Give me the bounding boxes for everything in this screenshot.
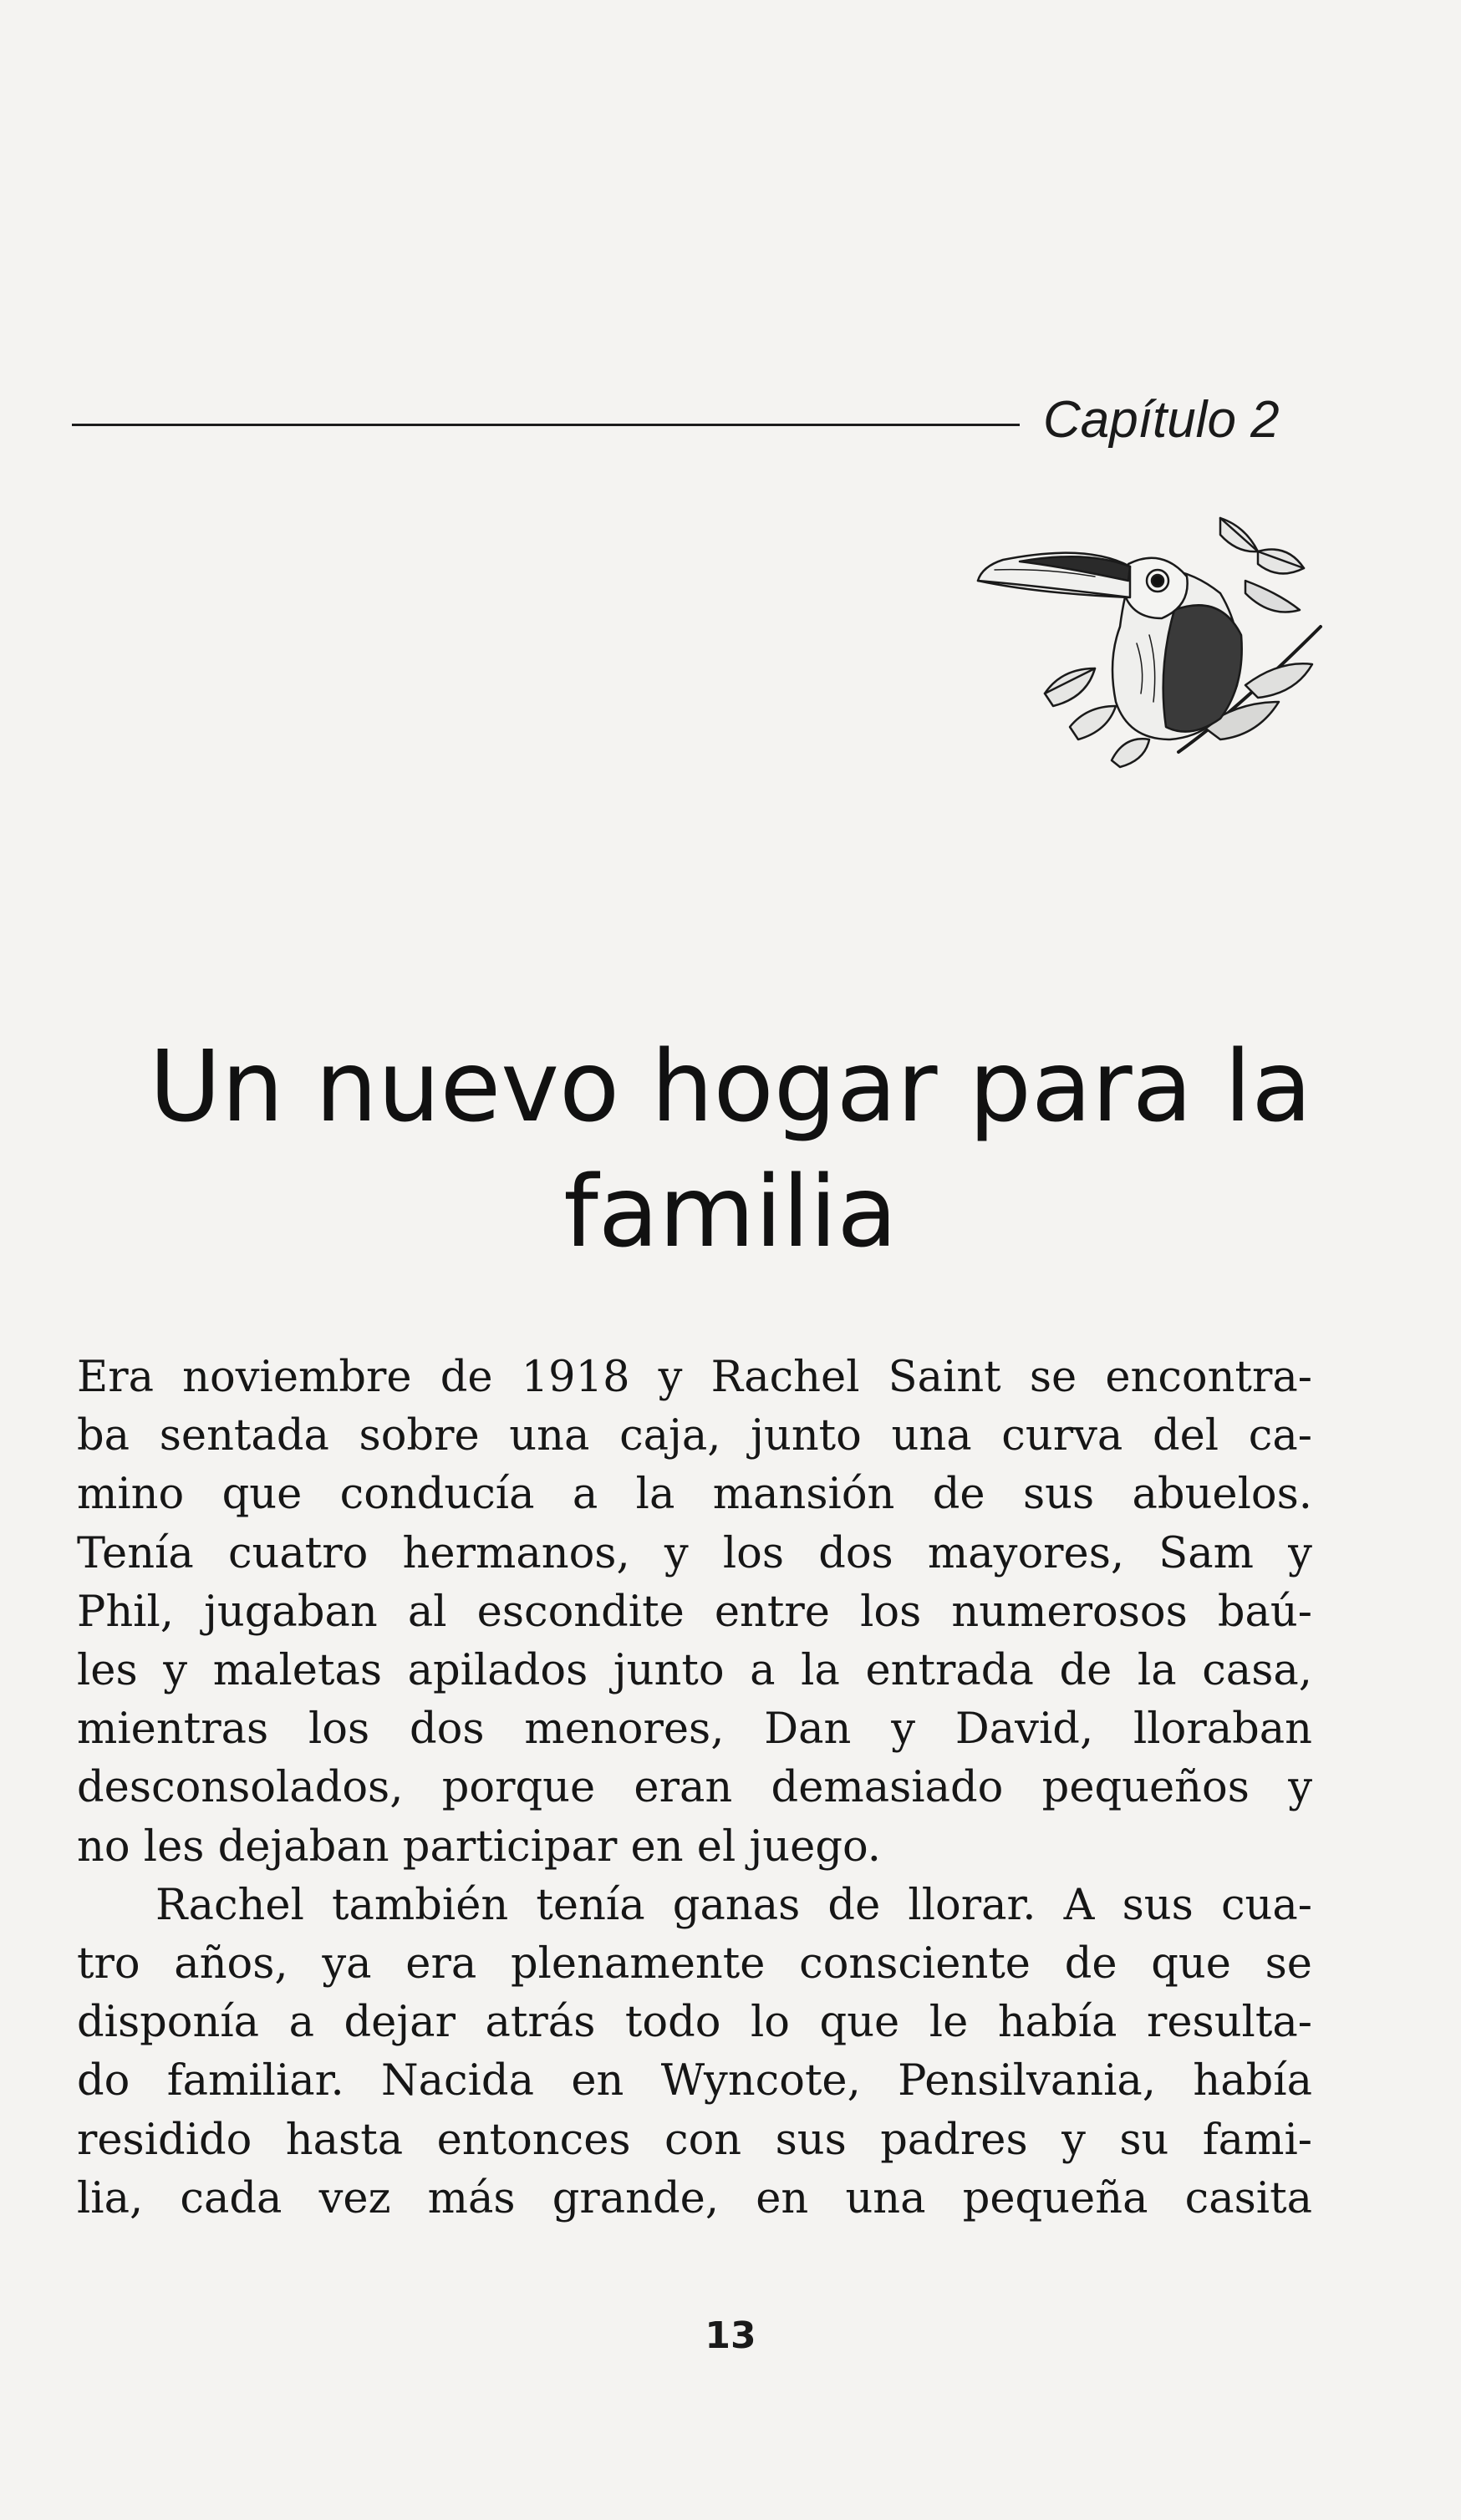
text-line: ba sentada sobre una caja, junto una curva del ca-: [77, 1411, 1312, 1461]
body-text: [77, 1349, 1312, 2228]
text-line: desconsolados, porque eran demasiado pequeños y: [77, 1763, 1312, 1813]
chapter-title: [0, 1024, 1461, 1274]
chapter-label: Capítulo 2: [1043, 391, 1280, 449]
text-line: Era noviembre de 1918 y Rachel Saint se encontra-: [77, 1353, 1312, 1402]
text-line: mientras los dos menores, Dan y David, lloraban: [77, 1705, 1312, 1755]
text-line: Phil, jugaban al escondite entre los numerosos baú-: [77, 1587, 1312, 1637]
text-line: disponía a dejar atrás todo lo que le había resulta-: [77, 1998, 1312, 2048]
chapter-title-line-2: familia: [563, 1154, 898, 1269]
text-line: no les dejaban participar en el juego.: [77, 1821, 882, 1872]
text-line: Tenía cuatro hermanos, y los dos mayores, Sam y: [77, 1528, 1312, 1578]
page-number: 13: [705, 2314, 756, 2357]
text-line: residido hasta entonces con sus padres y su fami-: [77, 2115, 1312, 2165]
chapter-title-line-1: Un nuevo hogar para la: [149, 1029, 1312, 1144]
text-line: do familiar. Nacida en Wyncote, Pensilvania, había: [77, 2056, 1312, 2106]
text-line: Rachel también tenía ganas de llorar. A sus cua-: [155, 1880, 1312, 1930]
text-line: tro años, ya era plenamente consciente de que se: [77, 1939, 1312, 1989]
text-line: mino que conducía a la mansión de sus abuelos.: [77, 1470, 1312, 1520]
toucan-icon: [970, 501, 1329, 769]
text-line: les y maletas apilados junto a la entrada de la casa,: [77, 1646, 1312, 1696]
paragraph-1: [77, 1349, 1312, 1877]
text-line: lia, cada vez más grande, en una pequeña casita: [77, 2173, 1312, 2223]
chapter-rule: [72, 424, 1020, 426]
paragraph-2: [77, 1877, 1312, 2228]
